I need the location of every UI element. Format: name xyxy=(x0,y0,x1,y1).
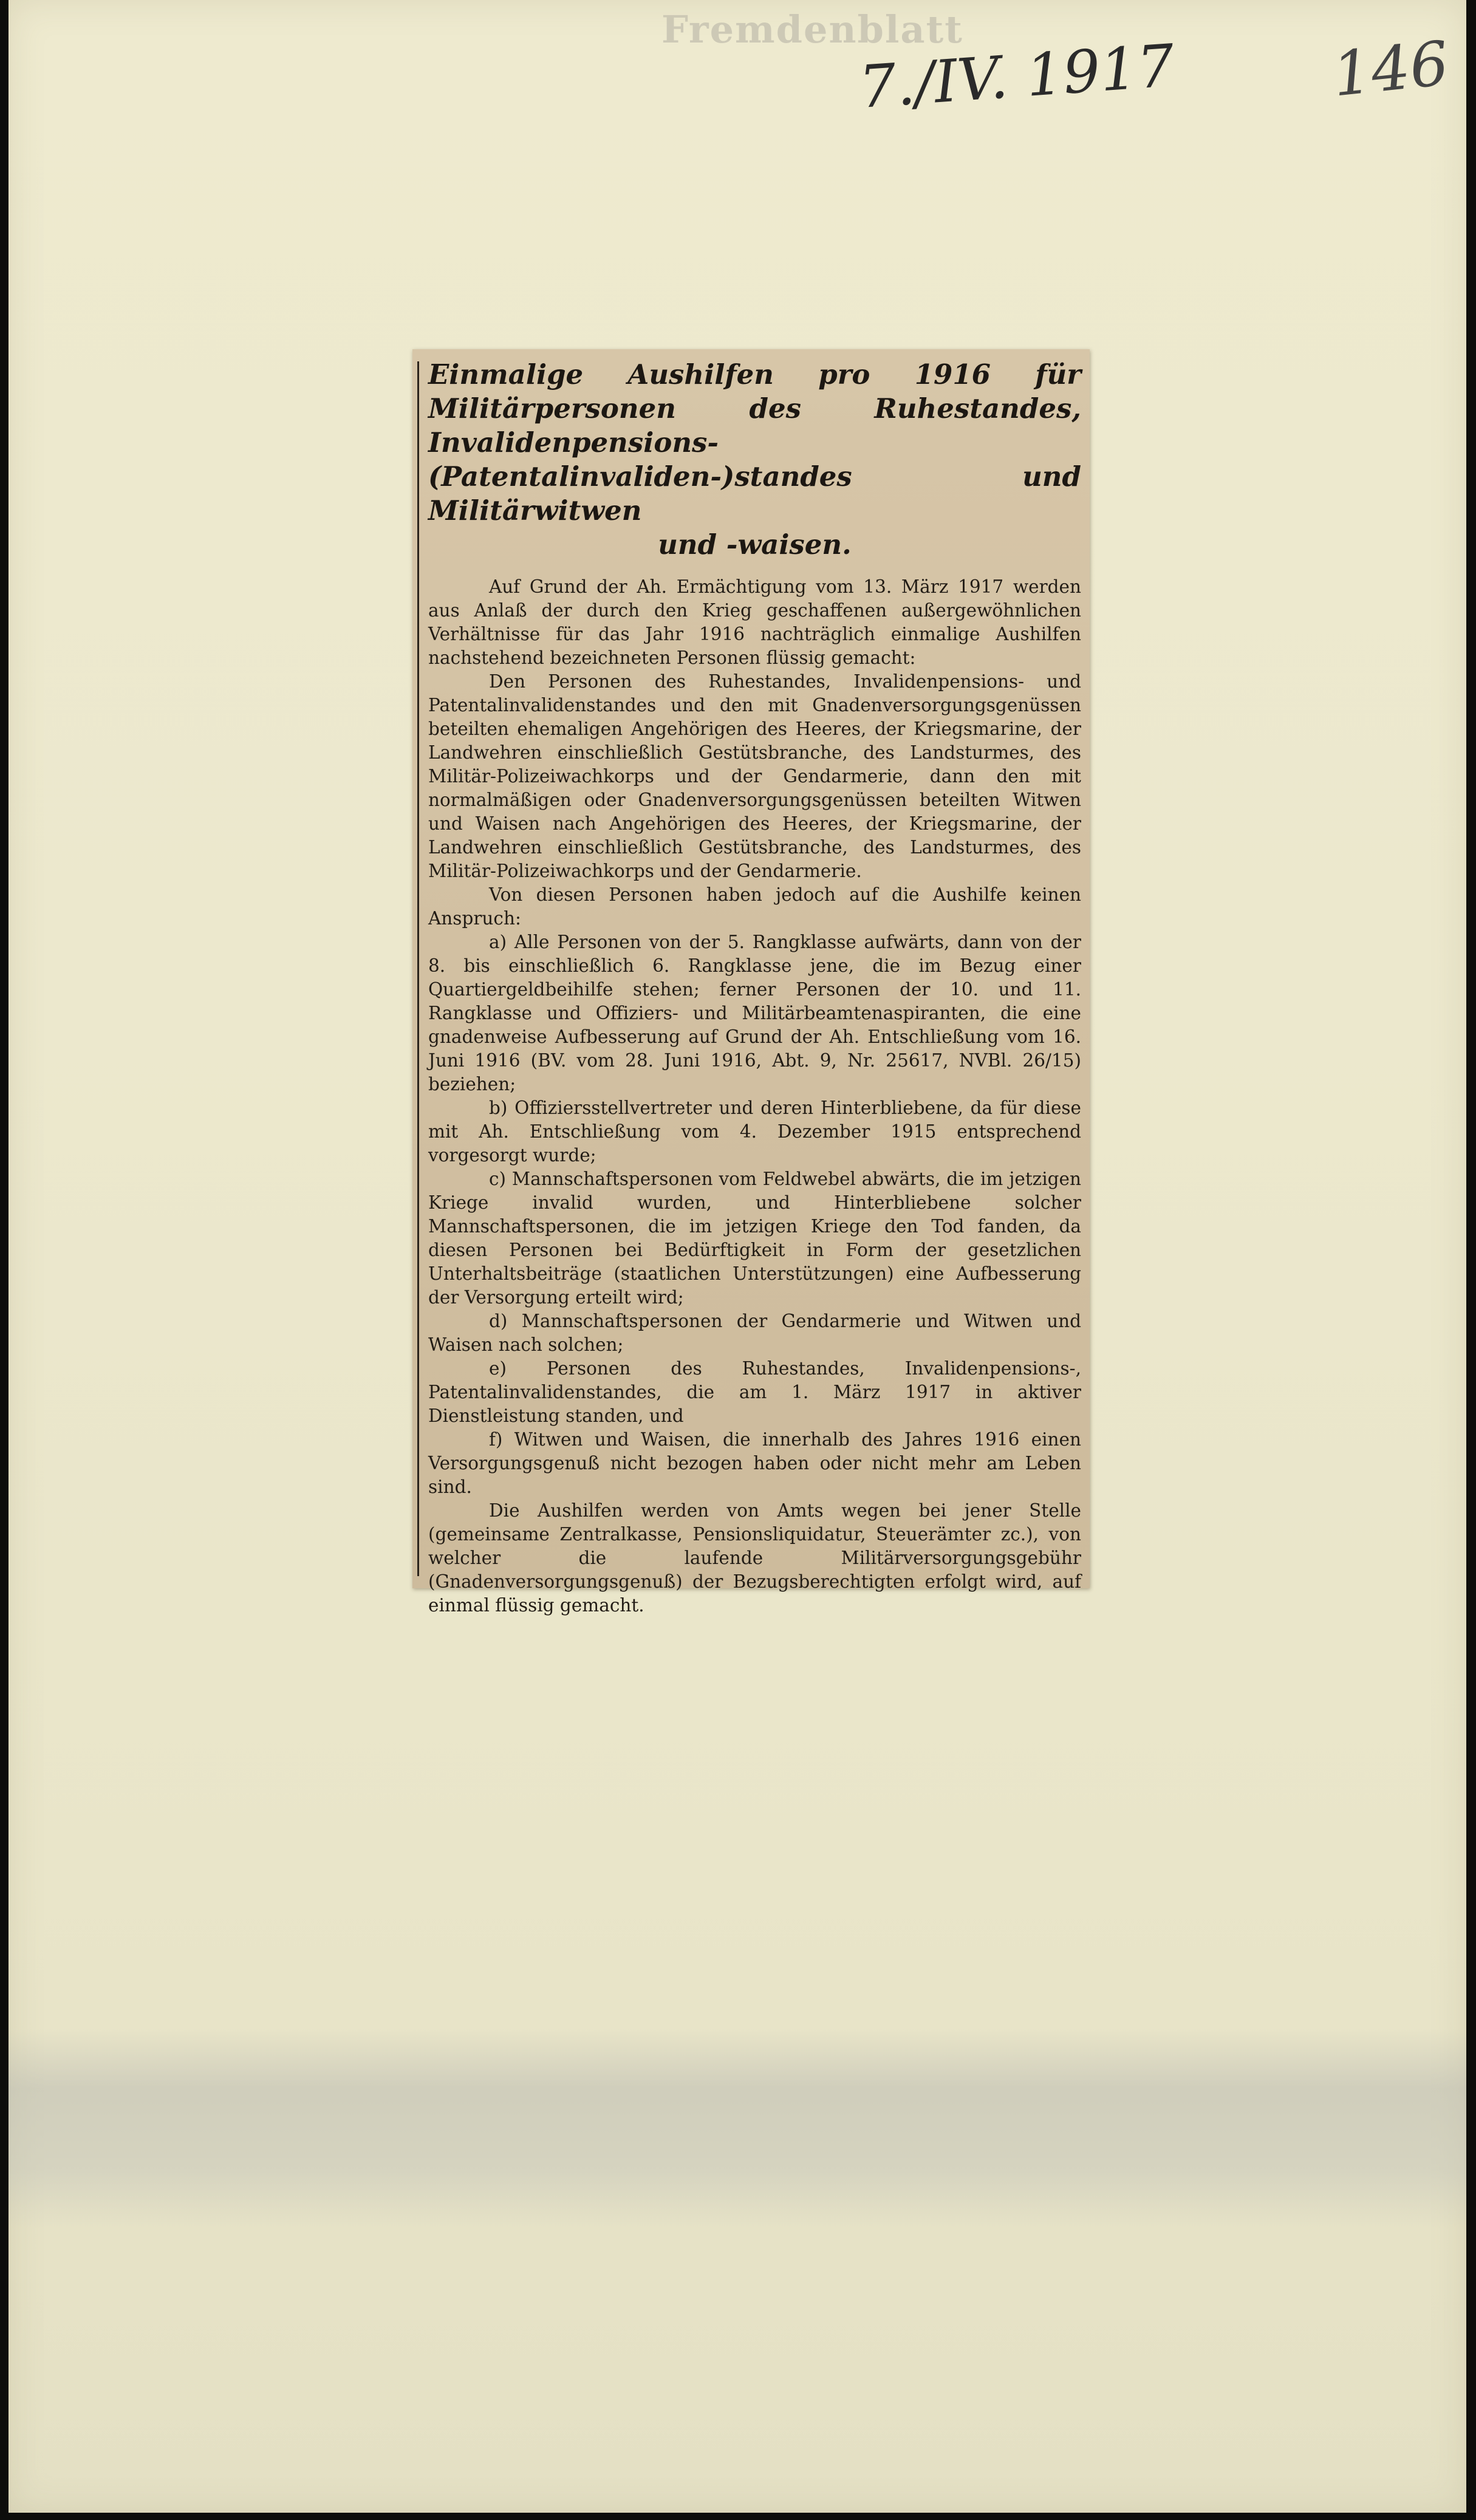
paragraph-exclusion-e: e) Personen des Ruhestandes, Invalidenpensions-, Patentalinvalidenstandes, die am 1. März 1917 in aktiver Dienstleistung standen, und xyxy=(428,1358,1081,1426)
newspaper-source-stamp: Fremdenblatt xyxy=(661,7,963,52)
paragraph-intro: Auf Grund der Ah. Ermächtigung vom 13. März 1917 werden aus Anlaß der durch den Krieg geschaffenen außergewöhnlichen Verhältnisse für das Jahr 1916 nachträglich einmalige Aushilfen nachstehend bezeichneten Personen flüssig gemacht: xyxy=(428,576,1081,668)
paragraph-exclusion-a: a) Alle Personen von der 5. Rangklasse aufwärts, dann von der 8. bis einschließlich 6. Rangklasse jene, die im Bezug einer Quartiergeldbeihilfe stehen; ferner Personen der 10. und 11. Rangklasse und Offiziers- und Militärbeamtenaspiranten, die eine gnadenweise Aufbesserung auf Grund der Ah. Entschließung vom 16. Juni 1916 (BV. vom 28. Juni 1916, Abt. 9, Nr. 25617, NVBl. 26/15) beziehen; xyxy=(428,932,1081,1094)
folio-number: 146 xyxy=(1329,27,1452,111)
paragraph-exclusion-f: f) Witwen und Waisen, die innerhalb des Jahres 1916 einen Versorgungsgenuß nicht bezogen haben oder nicht mehr am Leben sind. xyxy=(428,1429,1081,1497)
article-headline xyxy=(428,358,1081,562)
archive-sheet xyxy=(9,0,1466,2513)
paragraph-eligible-persons: Den Personen des Ruhestandes, Invalidenpensions- und Patentalinvalidenstandes und den mit Gnadenversorgungsgenüssen beteilten ehemaligen Angehörigen des Heeres, der Kriegsmarine, der Landwehren einschließlich Gestütsbranche, des Landsturmes, des Militär-Polizeiwachkorps und der Gendarmerie, dann den mit normalmäßigen oder Gnadenversorgungsgenüssen beteilten Witwen und Waisen nach Angehörigen des Heeres, der Kriegsmarine, der Landwehren einschließlich Gestütsbranche, des Landsturmes, des Militär-Polizeiwachkorps und der Gendarmerie. xyxy=(428,671,1081,881)
handwritten-date: 7./IV. 1917 xyxy=(856,32,1177,121)
paragraph-exclusion-c: c) Mannschaftspersonen vom Feldwebel abwärts, die im jetzigen Kriege invalid wurden, und Hinterbliebene solcher Mannschaftspersonen, die im jetzigen Kriege den Tod fanden, da diesen Personen bei Bedürftigkeit in Form der gesetzlichen Unterhaltsbeiträge (staatlichen Unterstützungen) eine Aufbesserung der Versorgung erteilt wird; xyxy=(428,1169,1081,1308)
paragraph-exclusions-intro: Von diesen Personen haben jedoch auf die Aushilfe keinen Anspruch: xyxy=(428,884,1081,929)
column-rule xyxy=(417,361,419,1576)
headline-text: Einmalige Aushilfen pro 1916 für Militärpersonen des Ruhestandes, Invalidenpensions-(Patentalinvaliden-)standes und Militärwitwen xyxy=(428,358,1081,527)
scan-fold-shadow xyxy=(9,2029,1466,2229)
paragraph-payment: Die Aushilfen werden von Amts wegen bei jener Stelle (gemeinsame Zentralkasse, Pensionsliquidatur, Steuerämter zc.), von welcher die laufende Militärversorgungsgebühr (Gnadenversorgungsgenuß) der Bezugsberechtigten erfolgt wird, auf einmal flüssig gemacht. xyxy=(428,1500,1081,1616)
paragraph-exclusion-d: d) Mannschaftspersonen der Gendarmerie und Witwen und Waisen nach solchen; xyxy=(428,1311,1081,1355)
headline-last-line: und -waisen. xyxy=(658,528,852,561)
newspaper-clipping xyxy=(412,349,1090,1616)
paragraph-exclusion-b: b) Offiziersstellvertreter und deren Hinterbliebene, da für diese mit Ah. Entschließung vom 4. Dezember 1915 entsprechend vorgesorgt wurde; xyxy=(428,1098,1081,1166)
article-body xyxy=(428,575,1081,1617)
